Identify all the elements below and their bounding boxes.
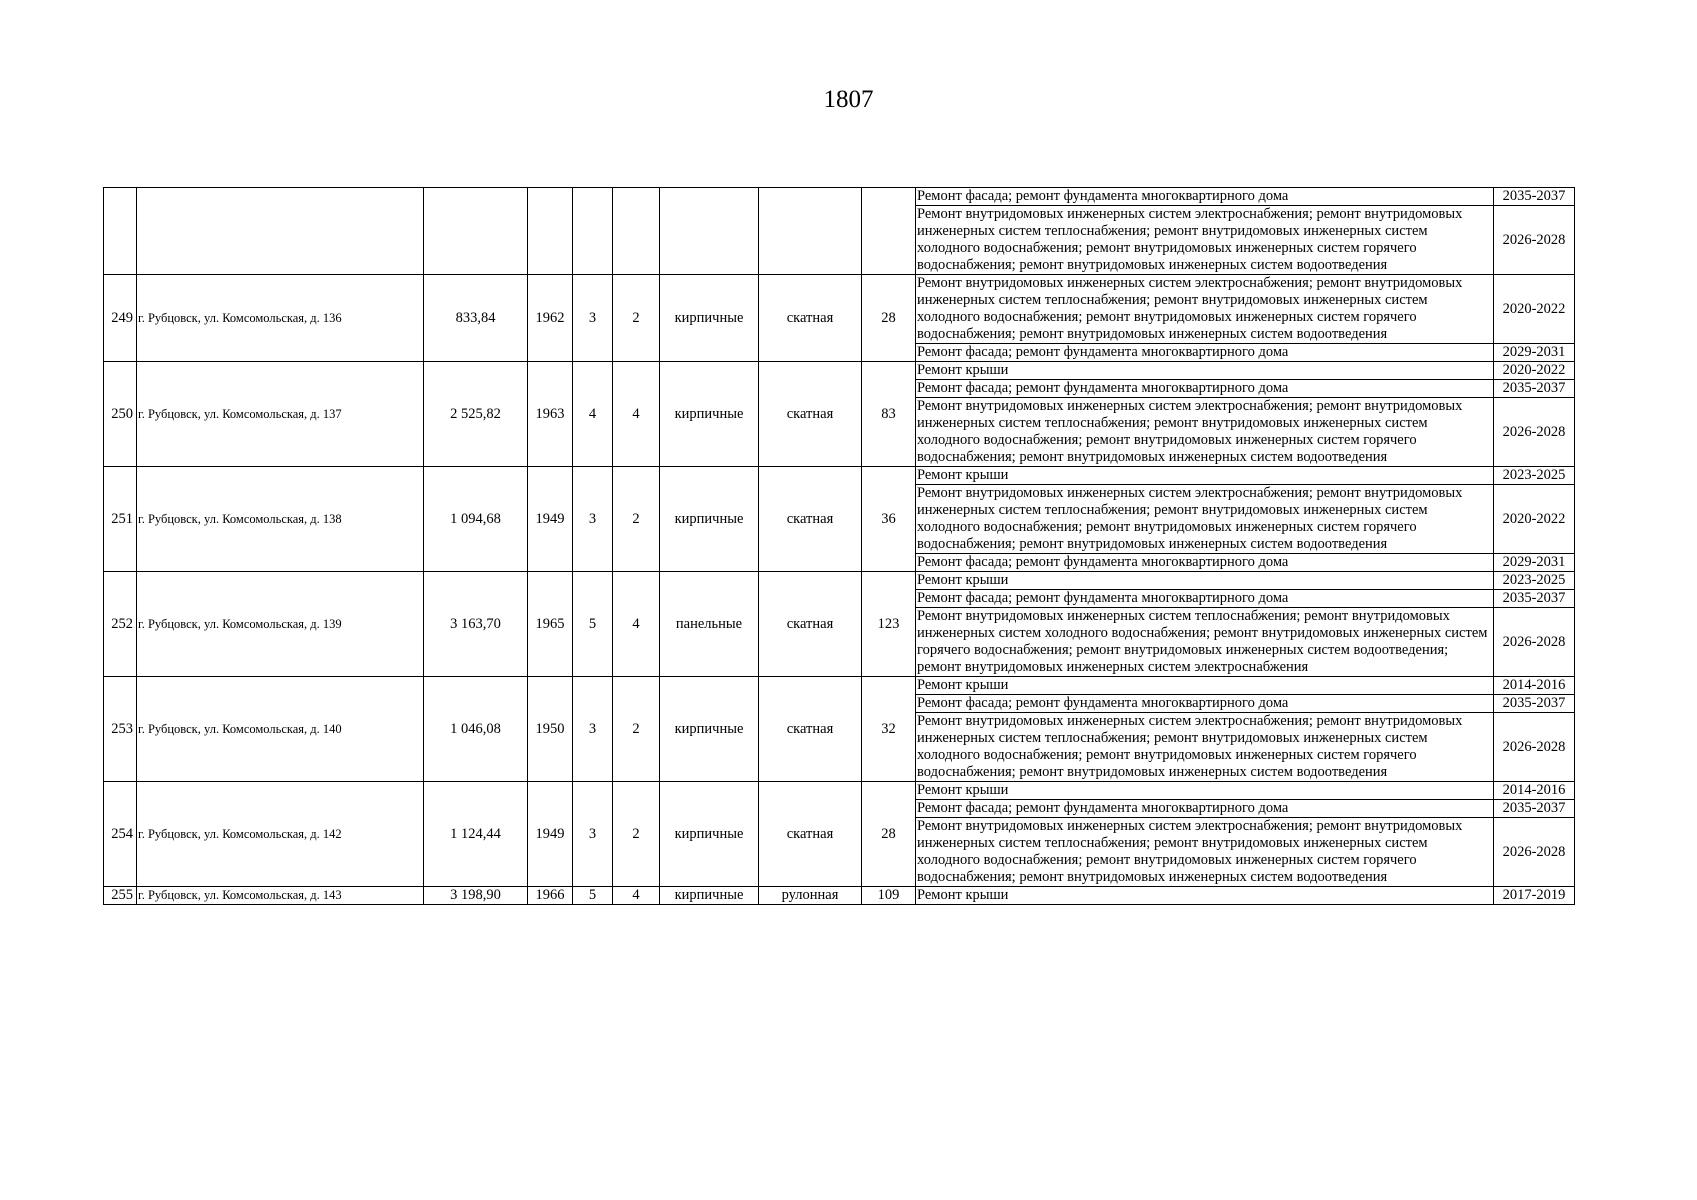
repair-work: Ремонт внутридомовых инженерных систем теплоснабжения; ремонт внутридомовых инженерных систем холодного водоснабжения; ремонт внутридомовых инженерных систем горячего водоснабжения; ремонт внутридомовых инженерных систем водоотведения; ремонт внутридомовых инженерных систем электроснабжения	[916, 608, 1494, 677]
floor-count: 4	[573, 362, 613, 467]
floor-count: 3	[573, 677, 613, 782]
entrance-count	[613, 188, 660, 275]
row-number: 252	[104, 572, 137, 677]
construction-year: 1949	[528, 782, 573, 887]
roof-type	[759, 188, 862, 275]
repair-period: 2026-2028	[1494, 818, 1575, 887]
building-area	[424, 188, 528, 275]
repair-work: Ремонт фасада; ремонт фундамента многоквартирного дома	[916, 800, 1494, 818]
table-row	[104, 188, 1575, 206]
construction-year: 1949	[528, 467, 573, 572]
repair-work: Ремонт фасада; ремонт фундамента многоквартирного дома	[916, 380, 1494, 398]
repair-work: Ремонт крыши	[916, 887, 1494, 905]
roof-type: скатная	[759, 275, 862, 362]
entrance-count: 2	[613, 677, 660, 782]
wall-material: кирпичные	[660, 677, 759, 782]
roof-type: скатная	[759, 362, 862, 467]
table-row	[104, 782, 1575, 800]
repair-period: 2017-2019	[1494, 887, 1575, 905]
resident-count: 83	[862, 362, 916, 467]
building-area: 3 163,70	[424, 572, 528, 677]
capital-repair-table	[103, 187, 1575, 905]
repair-work: Ремонт крыши	[916, 572, 1494, 590]
repair-period: 2020-2022	[1494, 275, 1575, 344]
repair-period: 2035-2037	[1494, 590, 1575, 608]
resident-count: 28	[862, 782, 916, 887]
repair-work: Ремонт фасада; ремонт фундамента многоквартирного дома	[916, 590, 1494, 608]
repair-work: Ремонт внутридомовых инженерных систем электроснабжения; ремонт внутридомовых инженерных систем теплоснабжения; ремонт внутридомовых инженерных систем холодного водоснабжения; ремонт внутридомовых инженерных систем горячего водоснабжения; ремонт внутридомовых инженерных систем водоотведения	[916, 398, 1494, 467]
table-row	[104, 887, 1575, 905]
repair-period: 2035-2037	[1494, 695, 1575, 713]
repair-work: Ремонт фасада; ремонт фундамента многоквартирного дома	[916, 344, 1494, 362]
building-address: г. Рубцовск, ул. Комсомольская, д. 136	[137, 275, 424, 362]
repair-period: 2026-2028	[1494, 608, 1575, 677]
wall-material: кирпичные	[660, 362, 759, 467]
repair-period: 2035-2037	[1494, 380, 1575, 398]
construction-year: 1965	[528, 572, 573, 677]
entrance-count: 2	[613, 275, 660, 362]
wall-material: кирпичные	[660, 275, 759, 362]
table-row	[104, 275, 1575, 344]
wall-material: кирпичные	[660, 467, 759, 572]
repair-period: 2029-2031	[1494, 554, 1575, 572]
building-area: 1 124,44	[424, 782, 528, 887]
construction-year: 1963	[528, 362, 573, 467]
building-area: 3 198,90	[424, 887, 528, 905]
row-number: 249	[104, 275, 137, 362]
construction-year: 1962	[528, 275, 573, 362]
repair-period: 2029-2031	[1494, 344, 1575, 362]
building-address: г. Рубцовск, ул. Комсомольская, д. 142	[137, 782, 424, 887]
roof-type: скатная	[759, 677, 862, 782]
repair-period: 2023-2025	[1494, 467, 1575, 485]
building-address	[137, 188, 424, 275]
repair-period: 2026-2028	[1494, 206, 1575, 275]
resident-count: 36	[862, 467, 916, 572]
entrance-count: 4	[613, 362, 660, 467]
construction-year: 1966	[528, 887, 573, 905]
table-row	[104, 467, 1575, 485]
wall-material: кирпичные	[660, 782, 759, 887]
building-area: 833,84	[424, 275, 528, 362]
building-address: г. Рубцовск, ул. Комсомольская, д. 139	[137, 572, 424, 677]
floor-count: 3	[573, 782, 613, 887]
row-number: 250	[104, 362, 137, 467]
entrance-count: 2	[613, 467, 660, 572]
resident-count	[862, 188, 916, 275]
building-area: 2 525,82	[424, 362, 528, 467]
repair-period: 2035-2037	[1494, 188, 1575, 206]
row-number: 253	[104, 677, 137, 782]
floor-count: 3	[573, 467, 613, 572]
repair-work: Ремонт фасада; ремонт фундамента многоквартирного дома	[916, 188, 1494, 206]
repair-work: Ремонт крыши	[916, 782, 1494, 800]
entrance-count: 4	[613, 887, 660, 905]
resident-count: 109	[862, 887, 916, 905]
building-address: г. Рубцовск, ул. Комсомольская, д. 137	[137, 362, 424, 467]
repair-work: Ремонт фасада; ремонт фундамента многоквартирного дома	[916, 695, 1494, 713]
repair-period: 2026-2028	[1494, 398, 1575, 467]
floor-count	[573, 188, 613, 275]
page-number: 1807	[823, 86, 874, 113]
repair-period: 2014-2016	[1494, 677, 1575, 695]
construction-year	[528, 188, 573, 275]
repair-period: 2020-2022	[1494, 485, 1575, 554]
entrance-count: 2	[613, 782, 660, 887]
repair-work: Ремонт крыши	[916, 467, 1494, 485]
construction-year: 1950	[528, 677, 573, 782]
floor-count: 5	[573, 572, 613, 677]
repair-period: 2026-2028	[1494, 713, 1575, 782]
repair-period: 2023-2025	[1494, 572, 1575, 590]
wall-material: панельные	[660, 572, 759, 677]
entrance-count: 4	[613, 572, 660, 677]
table-row	[104, 572, 1575, 590]
repair-work: Ремонт внутридомовых инженерных систем электроснабжения; ремонт внутридомовых инженерных систем теплоснабжения; ремонт внутридомовых инженерных систем холодного водоснабжения; ремонт внутридомовых инженерных систем горячего водоснабжения; ремонт внутридомовых инженерных систем водоотведения	[916, 713, 1494, 782]
repair-work: Ремонт фасада; ремонт фундамента многоквартирного дома	[916, 554, 1494, 572]
floor-count: 3	[573, 275, 613, 362]
row-number: 251	[104, 467, 137, 572]
resident-count: 28	[862, 275, 916, 362]
repair-work: Ремонт внутридомовых инженерных систем электроснабжения; ремонт внутридомовых инженерных систем теплоснабжения; ремонт внутридомовых инженерных систем холодного водоснабжения; ремонт внутридомовых инженерных систем горячего водоснабжения; ремонт внутридомовых инженерных систем водоотведения	[916, 818, 1494, 887]
resident-count: 123	[862, 572, 916, 677]
roof-type: скатная	[759, 467, 862, 572]
repair-work: Ремонт внутридомовых инженерных систем электроснабжения; ремонт внутридомовых инженерных систем теплоснабжения; ремонт внутридомовых инженерных систем холодного водоснабжения; ремонт внутридомовых инженерных систем горячего водоснабжения; ремонт внутридомовых инженерных систем водоотведения	[916, 485, 1494, 554]
building-area: 1 046,08	[424, 677, 528, 782]
resident-count: 32	[862, 677, 916, 782]
row-number: 255	[104, 887, 137, 905]
table-row	[104, 362, 1575, 380]
building-area: 1 094,68	[424, 467, 528, 572]
wall-material: кирпичные	[660, 887, 759, 905]
repair-period: 2020-2022	[1494, 362, 1575, 380]
row-number: 254	[104, 782, 137, 887]
repair-work: Ремонт крыши	[916, 362, 1494, 380]
repair-work: Ремонт крыши	[916, 677, 1494, 695]
repair-period: 2035-2037	[1494, 800, 1575, 818]
roof-type: скатная	[759, 782, 862, 887]
floor-count: 5	[573, 887, 613, 905]
wall-material	[660, 188, 759, 275]
table-row	[104, 677, 1575, 695]
repair-period: 2014-2016	[1494, 782, 1575, 800]
repair-work: Ремонт внутридомовых инженерных систем электроснабжения; ремонт внутридомовых инженерных систем теплоснабжения; ремонт внутридомовых инженерных систем холодного водоснабжения; ремонт внутридомовых инженерных систем горячего водоснабжения; ремонт внутридомовых инженерных систем водоотведения	[916, 275, 1494, 344]
building-address: г. Рубцовск, ул. Комсомольская, д. 140	[137, 677, 424, 782]
building-address: г. Рубцовск, ул. Комсомольская, д. 143	[137, 887, 424, 905]
roof-type: рулонная	[759, 887, 862, 905]
roof-type: скатная	[759, 572, 862, 677]
repair-work: Ремонт внутридомовых инженерных систем электроснабжения; ремонт внутридомовых инженерных систем теплоснабжения; ремонт внутридомовых инженерных систем холодного водоснабжения; ремонт внутридомовых инженерных систем горячего водоснабжения; ремонт внутридомовых инженерных систем водоотведения	[916, 206, 1494, 275]
building-address: г. Рубцовск, ул. Комсомольская, д. 138	[137, 467, 424, 572]
row-number	[104, 188, 137, 275]
